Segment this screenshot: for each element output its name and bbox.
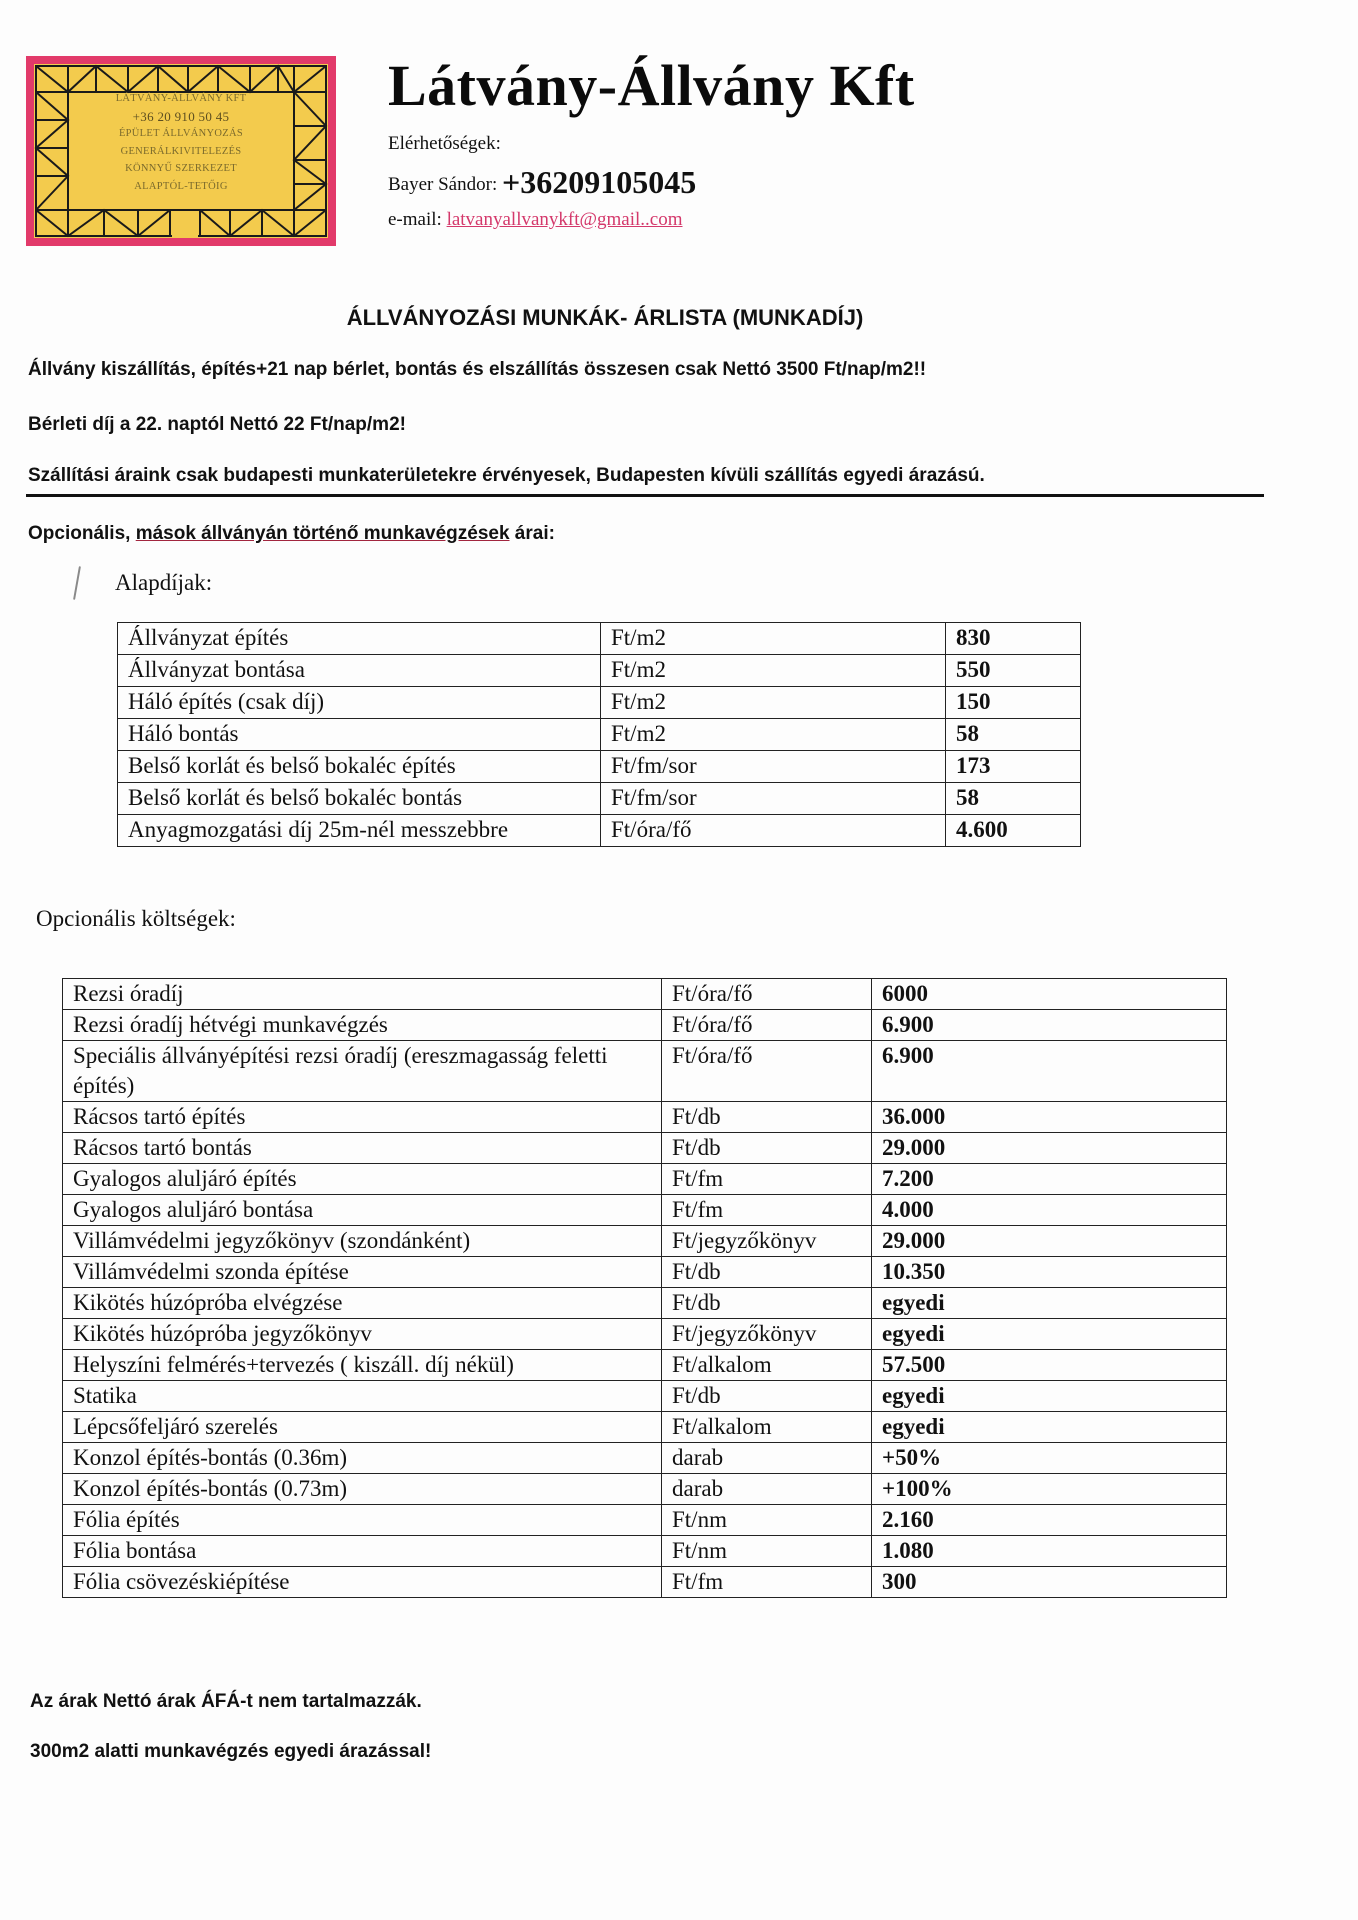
table-row [63,1288,1227,1319]
item-price: 58 [946,719,1081,751]
base-fees-label: Alapdíjak: [115,570,213,595]
item-unit: Ft/fm [662,1567,872,1598]
scan-mark [73,566,81,600]
item-price: 150 [946,687,1081,719]
item-price: 6.900 [872,1041,1227,1102]
intro-delivery-note: Szállítási áraink csak budapesti munkaterületekre érvényesek, Budapesten kívüli szállítás egyedi árazású. [28,465,985,486]
logo-line: ALAPTÓL-TETŐIG [134,180,228,192]
item-price: egyedi [872,1412,1227,1443]
table-row [118,751,1081,783]
table-row [63,1505,1227,1536]
company-name: Látvány-Állvány Kft [388,53,915,118]
item-name: Statika [63,1381,662,1412]
optional-costs-table [62,978,1227,1598]
item-name: Gyalogos aluljáró építés [63,1164,662,1195]
document-title: ÁLLVÁNYOZÁSI MUNKÁK- ÁRLISTA (MUNKADÍJ) [346,305,864,330]
table-row [63,1412,1227,1443]
email-link[interactable]: latvanyallvanykft@gmail..com [446,209,683,230]
contact-phone[interactable]: +36209105045 [501,164,697,200]
item-unit: Ft/fm [662,1164,872,1195]
table-row [63,1226,1227,1257]
item-unit: Ft/m2 [601,719,946,751]
item-unit: Ft/jegyzőkönyv [662,1226,872,1257]
email-label: e-mail: [388,209,442,230]
table-row [63,1041,1227,1102]
item-unit: Ft/alkalom [662,1350,872,1381]
item-name: Lépcsőfeljáró szerelés [63,1412,662,1443]
item-name: Rácsos tartó bontás [63,1133,662,1164]
item-price: 57.500 [872,1350,1227,1381]
item-price: +100% [872,1474,1227,1505]
table-row [118,623,1081,655]
table-row [118,655,1081,687]
item-unit: Ft/db [662,1381,872,1412]
item-price: 10.350 [872,1257,1227,1288]
item-name: Rezsi óradíj hétvégi munkavégzés [63,1010,662,1041]
logo-phone: +36 20 910 50 45 [132,108,230,124]
table-row [63,1010,1227,1041]
table-row [63,1102,1227,1133]
intro-package-price: Állvány kiszállítás, építés+21 nap bérlet, bontás és elszállítás összesen csak Nettó 3500 Ft/nap/m2!! [28,359,927,380]
logo-line: LÁTVÁNY-ÁLLVÁNY KFT [115,93,247,104]
item-price: egyedi [872,1319,1227,1350]
item-price: 58 [946,783,1081,815]
logo-line: ÉPÜLET ÁLLVÁNYOZÁS [118,128,244,139]
item-unit: Ft/nm [662,1505,872,1536]
item-price: 29.000 [872,1133,1227,1164]
item-unit: Ft/m2 [601,687,946,719]
item-unit: Ft/jegyzőkönyv [662,1319,872,1350]
item-unit: Ft/alkalom [662,1412,872,1443]
item-unit: Ft/db [662,1133,872,1164]
table-row [118,719,1081,751]
logo-line: GENERÁLKIVITELEZÉS [120,145,242,157]
item-name: Háló építés (csak díj) [118,687,601,719]
item-name: Kikötés húzópróba jegyzőkönyv [63,1319,662,1350]
item-price: 1.080 [872,1536,1227,1567]
item-unit: Ft/db [662,1257,872,1288]
item-name: Kikötés húzópróba elvégzése [63,1288,662,1319]
item-price: 7.200 [872,1164,1227,1195]
item-price: 300 [872,1567,1227,1598]
contact-email [388,209,683,231]
item-price: 36.000 [872,1102,1227,1133]
item-unit: darab [662,1443,872,1474]
item-price: 550 [946,655,1081,687]
item-unit: Ft/óra/fő [662,1010,872,1041]
contact-person [388,164,696,201]
item-unit: Ft/óra/fő [601,815,946,847]
item-unit: Ft/db [662,1288,872,1319]
item-unit: Ft/óra/fő [662,1041,872,1102]
logo-text [84,90,278,195]
item-unit: Ft/m2 [601,623,946,655]
contact-person-name: Bayer Sándor: [388,174,498,195]
item-name: Villámvédelmi szonda építése [63,1257,662,1288]
item-unit: Ft/fm/sor [601,783,946,815]
table-row [63,1474,1227,1505]
item-price: 173 [946,751,1081,783]
item-price: 4.000 [872,1195,1227,1226]
table-row [63,1164,1227,1195]
company-logo [26,56,336,246]
optional-section-heading [28,523,555,545]
table-row [63,1567,1227,1598]
item-price: egyedi [872,1288,1227,1319]
table-row [63,1536,1227,1567]
optional-costs-label: Opcionális költségek: [36,906,236,931]
item-price: 6.900 [872,1010,1227,1041]
item-price: 4.600 [946,815,1081,847]
item-name: Belső korlát és belső bokaléc építés [118,751,601,783]
item-price: 6000 [872,979,1227,1010]
item-name: Konzol építés-bontás (0.73m) [63,1474,662,1505]
table-row [63,1443,1227,1474]
table-row [118,687,1081,719]
item-price: 830 [946,623,1081,655]
table-row [63,979,1227,1010]
item-name: Fólia csövezéskiépítése [63,1567,662,1598]
item-unit: Ft/db [662,1102,872,1133]
table-row [118,815,1081,847]
item-name: Anyagmozgatási díj 25m-nél messzebbre [118,815,601,847]
intro-rental-fee: Bérleti díj a 22. naptól Nettó 22 Ft/nap/m2! [28,414,406,435]
item-name: Belső korlát és belső bokaléc bontás [118,783,601,815]
item-unit: Ft/m2 [601,655,946,687]
logo-scaffold-frame [34,64,328,238]
contact-label: Elérhetőségek: [388,133,501,154]
item-unit: Ft/fm [662,1195,872,1226]
item-name: Rezsi óradíj [63,979,662,1010]
table-row [63,1381,1227,1412]
item-unit: Ft/óra/fő [662,979,872,1010]
item-name: Speciális állványépítési rezsi óradíj (ereszmagasság feletti építés) [63,1041,662,1102]
table-row [63,1350,1227,1381]
footer-minimum-area-note: 300m2 alatti munkavégzés egyedi árazással! [30,1741,432,1762]
item-price: +50% [872,1443,1227,1474]
optional-heading-prefix: Opcionális, [28,523,136,544]
table-row [63,1319,1227,1350]
section-divider [26,494,1264,497]
item-name: Állványzat építés [118,623,601,655]
item-name: Fólia építés [63,1505,662,1536]
item-name: Villámvédelmi jegyzőkönyv (szondánként) [63,1226,662,1257]
item-price: 2.160 [872,1505,1227,1536]
item-unit: Ft/nm [662,1536,872,1567]
item-name: Gyalogos aluljáró bontása [63,1195,662,1226]
item-price: 29.000 [872,1226,1227,1257]
item-unit: Ft/fm/sor [601,751,946,783]
item-unit: darab [662,1474,872,1505]
table-row [63,1133,1227,1164]
item-name: Háló bontás [118,719,601,751]
table-row [63,1257,1227,1288]
item-name: Konzol építés-bontás (0.36m) [63,1443,662,1474]
item-price: egyedi [872,1381,1227,1412]
table-row [63,1195,1227,1226]
item-name: Rácsos tartó építés [63,1102,662,1133]
item-name: Állványzat bontása [118,655,601,687]
base-fees-table [117,622,1081,847]
optional-heading-suffix: árai: [509,523,555,544]
optional-heading-underlined: mások állványán történő munkavégzések [135,523,510,544]
logo-line: KÖNNYŰ SZERKEZET [125,163,237,174]
item-name: Helyszíni felmérés+tervezés ( kiszáll. díj nékül) [63,1350,662,1381]
footer-vat-note: Az árak Nettó árak ÁFÁ-t nem tartalmazzák. [30,1691,422,1712]
item-name: Fólia bontása [63,1536,662,1567]
table-row [118,783,1081,815]
